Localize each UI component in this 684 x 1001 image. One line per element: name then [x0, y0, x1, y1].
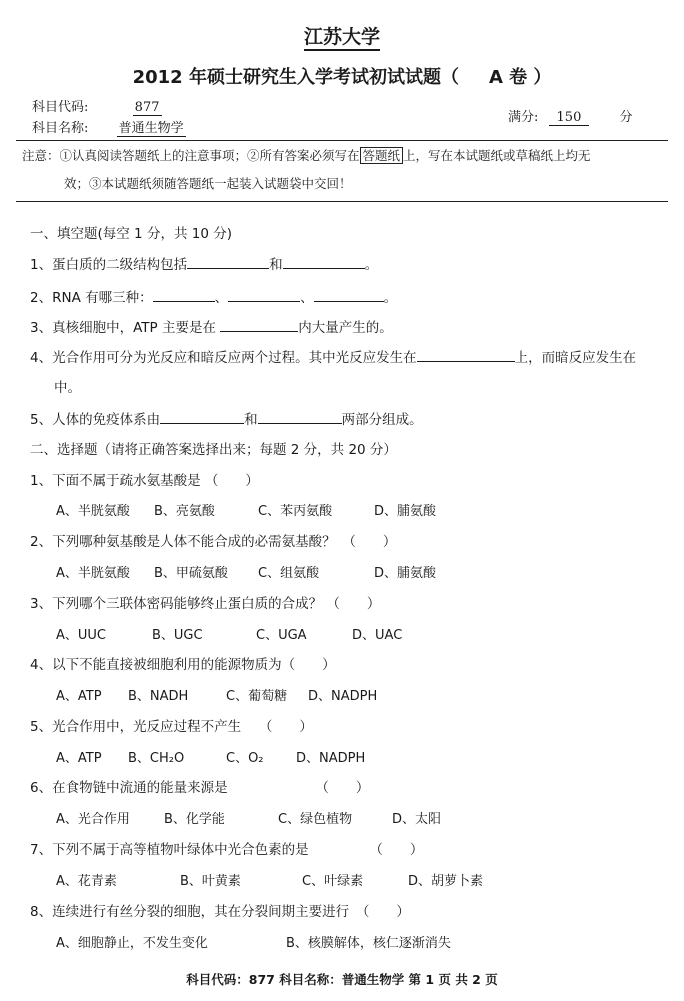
- subject-code-row: [32, 96, 162, 115]
- option-b: B、亮氨酸: [154, 504, 215, 519]
- option-b: B、UGC: [152, 628, 203, 643]
- subject-name-label: 科目名称:: [32, 121, 89, 136]
- exam-volume: A 卷 ）: [488, 67, 552, 88]
- option-c: C、叶绿素: [302, 874, 364, 889]
- option-b: B、叶黄素: [180, 874, 241, 889]
- full-score-label: 满分:: [508, 110, 539, 125]
- choice-question-3: 3、下列哪个三联体密码能够终止蛋白质的合成？ （ ）: [30, 596, 381, 612]
- option-d: D、NADPH: [308, 689, 378, 704]
- option-a: A、光合作用: [56, 812, 130, 827]
- option-b: B、NADH: [128, 689, 189, 704]
- option-a: A、ATP: [56, 751, 102, 766]
- page-footer: 科目代码：877 科目名称：普通生物学 第 1 页 共 2 页: [186, 972, 498, 987]
- choice-options-3: [56, 624, 656, 642]
- option-a: A、花青素: [56, 874, 117, 889]
- option-c: C、UGA: [256, 628, 307, 643]
- option-b: B、甲硫氨酸: [154, 566, 228, 581]
- option-b: B、CH₂O: [128, 751, 185, 766]
- choice-question-7: 7、下列不属于高等植物叶绿体中光合色素的是 （ ）: [30, 842, 424, 858]
- choice-options-8: [56, 932, 656, 950]
- exam-title: [0, 63, 684, 89]
- full-score-unit: 分: [619, 110, 633, 125]
- option-c: C、O₂: [226, 751, 264, 766]
- choice-question-4: 4、以下不能直接被细胞利用的能源物质为（ ）: [30, 657, 336, 673]
- option-a: A、半胱氨酸: [56, 504, 130, 519]
- full-score-value: 150: [549, 110, 590, 126]
- option-c: C、绿色植物: [278, 812, 353, 827]
- option-a: A、半胱氨酸: [56, 566, 130, 581]
- notice-line-2: 效；③本试题纸须随答题纸一起装入试题袋中交回！: [64, 176, 352, 191]
- notice-top-rule: [16, 140, 668, 141]
- fill-question-3: 3、真核细胞中，ATP 主要是在 内大量产生的。: [30, 320, 393, 336]
- option-d: D、UAC: [352, 628, 403, 643]
- fill-question-4-cont: 中。: [54, 380, 81, 396]
- choice-options-6: [56, 808, 656, 826]
- subject-code-label: 科目代码:: [32, 100, 89, 115]
- choice-question-8: 8、连续进行有丝分裂的细胞，其在分裂间期主要进行 （ ）: [30, 904, 410, 920]
- option-b: B、化学能: [164, 812, 225, 827]
- fill-question-1: 1、蛋白质的二级结构包括 和 。: [30, 257, 379, 273]
- subject-name-value: 普通生物学: [118, 121, 184, 136]
- fill-question-4: 4、光合作用可分为光反应和暗反应两个过程。其中光反应发生在 上，而暗反应发生在: [30, 350, 637, 366]
- fill-question-5: 5、人体的免疫体系由 和 两部分组成。: [30, 412, 423, 428]
- choice-options-7: [56, 870, 656, 888]
- choice-question-2: 2、下列哪种氨基酸是人体不能合成的必需氨基酸？ （ ）: [30, 534, 397, 550]
- option-a: A、UUC: [56, 628, 107, 643]
- choice-options-2: [56, 562, 656, 580]
- option-a: A、ATP: [56, 689, 102, 704]
- option-c: C、组氨酸: [258, 566, 320, 581]
- choice-question-6: 6、在食物链中流通的能量来源是 （ ）: [30, 780, 370, 796]
- option-d: D、胡萝卜素: [408, 874, 484, 889]
- choice-question-1: 1、下面不属于疏水氨基酸是 （ ）: [30, 473, 259, 489]
- option-d: D、NADPH: [296, 751, 366, 766]
- subject-code-value: 877: [134, 100, 160, 115]
- answer-sheet-box: 答题纸: [360, 147, 404, 164]
- choice-options-1: [56, 500, 656, 518]
- option-b: B、核膜解体，核仁逐渐消失: [286, 936, 451, 951]
- option-c: C、葡萄糖: [226, 689, 288, 704]
- choice-question-5: 5、光合作用中，光反应过程不产生 （ ）: [30, 719, 313, 735]
- option-d: D、脯氨酸: [374, 504, 437, 519]
- section2-title: 二、选择题（请将正确答案选择出来；每题 2 分，共 20 分）: [30, 442, 397, 458]
- exam-title-text: 2012 年硕士研究生入学考试初试试题（: [132, 67, 459, 88]
- choice-options-4: [56, 685, 656, 703]
- notice-line-1: 注意：①认真阅读答题纸上的注意事项；②所有答案必须写在 答题纸 上，写在本试题纸或草稿纸上均无: [22, 148, 591, 163]
- notice-bottom-rule: [16, 201, 668, 202]
- subject-name-row: [32, 117, 186, 136]
- fill-question-2: 2、RNA 有哪三种： 、 、 。: [30, 290, 398, 306]
- full-score-row: [508, 106, 633, 125]
- option-c: C、苯丙氨酸: [258, 504, 333, 519]
- option-d: D、脯氨酸: [374, 566, 437, 581]
- section1-title: 一、填空题(每空 1 分，共 10 分): [30, 226, 232, 242]
- option-a: A、细胞静止，不发生变化: [56, 936, 208, 951]
- choice-options-5: [56, 747, 656, 765]
- option-d: D、太阳: [392, 812, 442, 827]
- university-name: 江苏大学: [0, 22, 684, 49]
